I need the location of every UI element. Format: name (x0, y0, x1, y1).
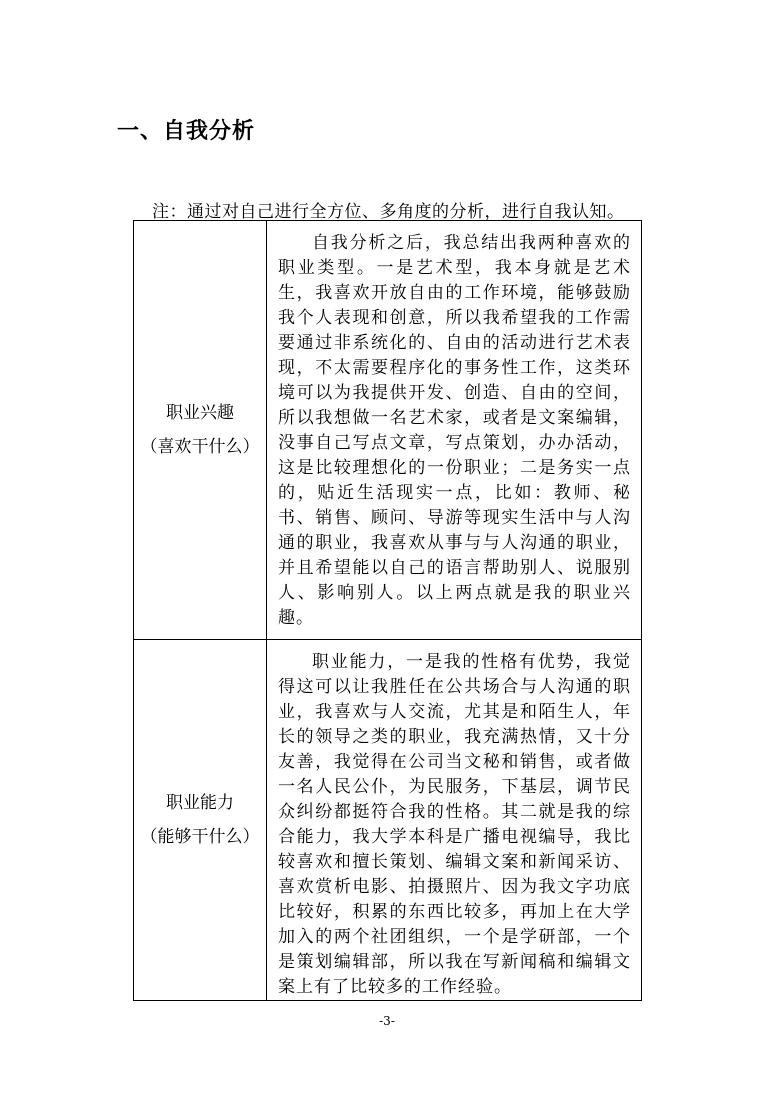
row-label-title: 职业能力 (166, 793, 234, 813)
row-label-career-interest (134, 221, 267, 640)
row-label-career-ability (134, 640, 267, 1001)
self-analysis-table (133, 220, 642, 1001)
row-label-subtitle: （喜欢干什么） (140, 437, 260, 457)
section-note: 注：通过对自己进行全方位、多角度的分析，进行自我认知。 (152, 202, 625, 222)
table-row-career-ability (134, 640, 642, 1001)
section-title: 一、自我分析 (117, 119, 256, 144)
row-content-career-interest: 自我分析之后，我总结出我两种喜欢的职业类型。一是艺术型，我本身就是艺术生，我喜欢开放自由的工作环境，能够鼓励我个人表现和创意，所以我希望我的工作需要通过非系统化的、自由的活动进行艺术表现，不太需要程序化的事务性工作，这类环境可以为我提供开发、创造、自由的空间，所以我想做一名艺术家，或者是文案编辑，没事自己写点文章，写点策划，办办活动，这是比较理想化的一份职业；二是务实一点的，贴近生活现实一点，比如：教师、秘书、销售、顾问、导游等现实生活中与人沟通的职业，我喜欢从事与与人沟通的职业，并且希望能以自己的语言帮助别人、说服别人、影响别人。以上两点就是我的职业兴趣。 (267, 221, 642, 640)
row-content-career-ability: 职业能力，一是我的性格有优势，我觉得这可以让我胜任在公共场合与人沟通的职业，我喜欢与人交流，尤其是和陌生人，年长的领导之类的职业，我充满热情，又十分友善，我觉得在公司当文秘和销售，或者做一名人民公仆，为民服务，下基层，调节民众纠纷都挺符合我的性格。其二就是我的综合能力，我大学本科是广播电视编导，我比较喜欢和擅长策划、编辑文案和新闻采访、喜欢赏析电影、拍摄照片、因为我文字功底比较好，积累的东西比较多，再加上在大学加入的两个社团组织，一个是学研部，一个是策划编辑部，所以我在写新闻稿和编辑文案上有了比较多的工作经验。 (267, 640, 642, 1001)
page-number: -3- (379, 1014, 395, 1028)
row-label-title: 职业兴趣 (166, 403, 234, 423)
table-row-career-interest (134, 221, 642, 640)
row-label-subtitle: （能够干什么） (140, 827, 260, 847)
